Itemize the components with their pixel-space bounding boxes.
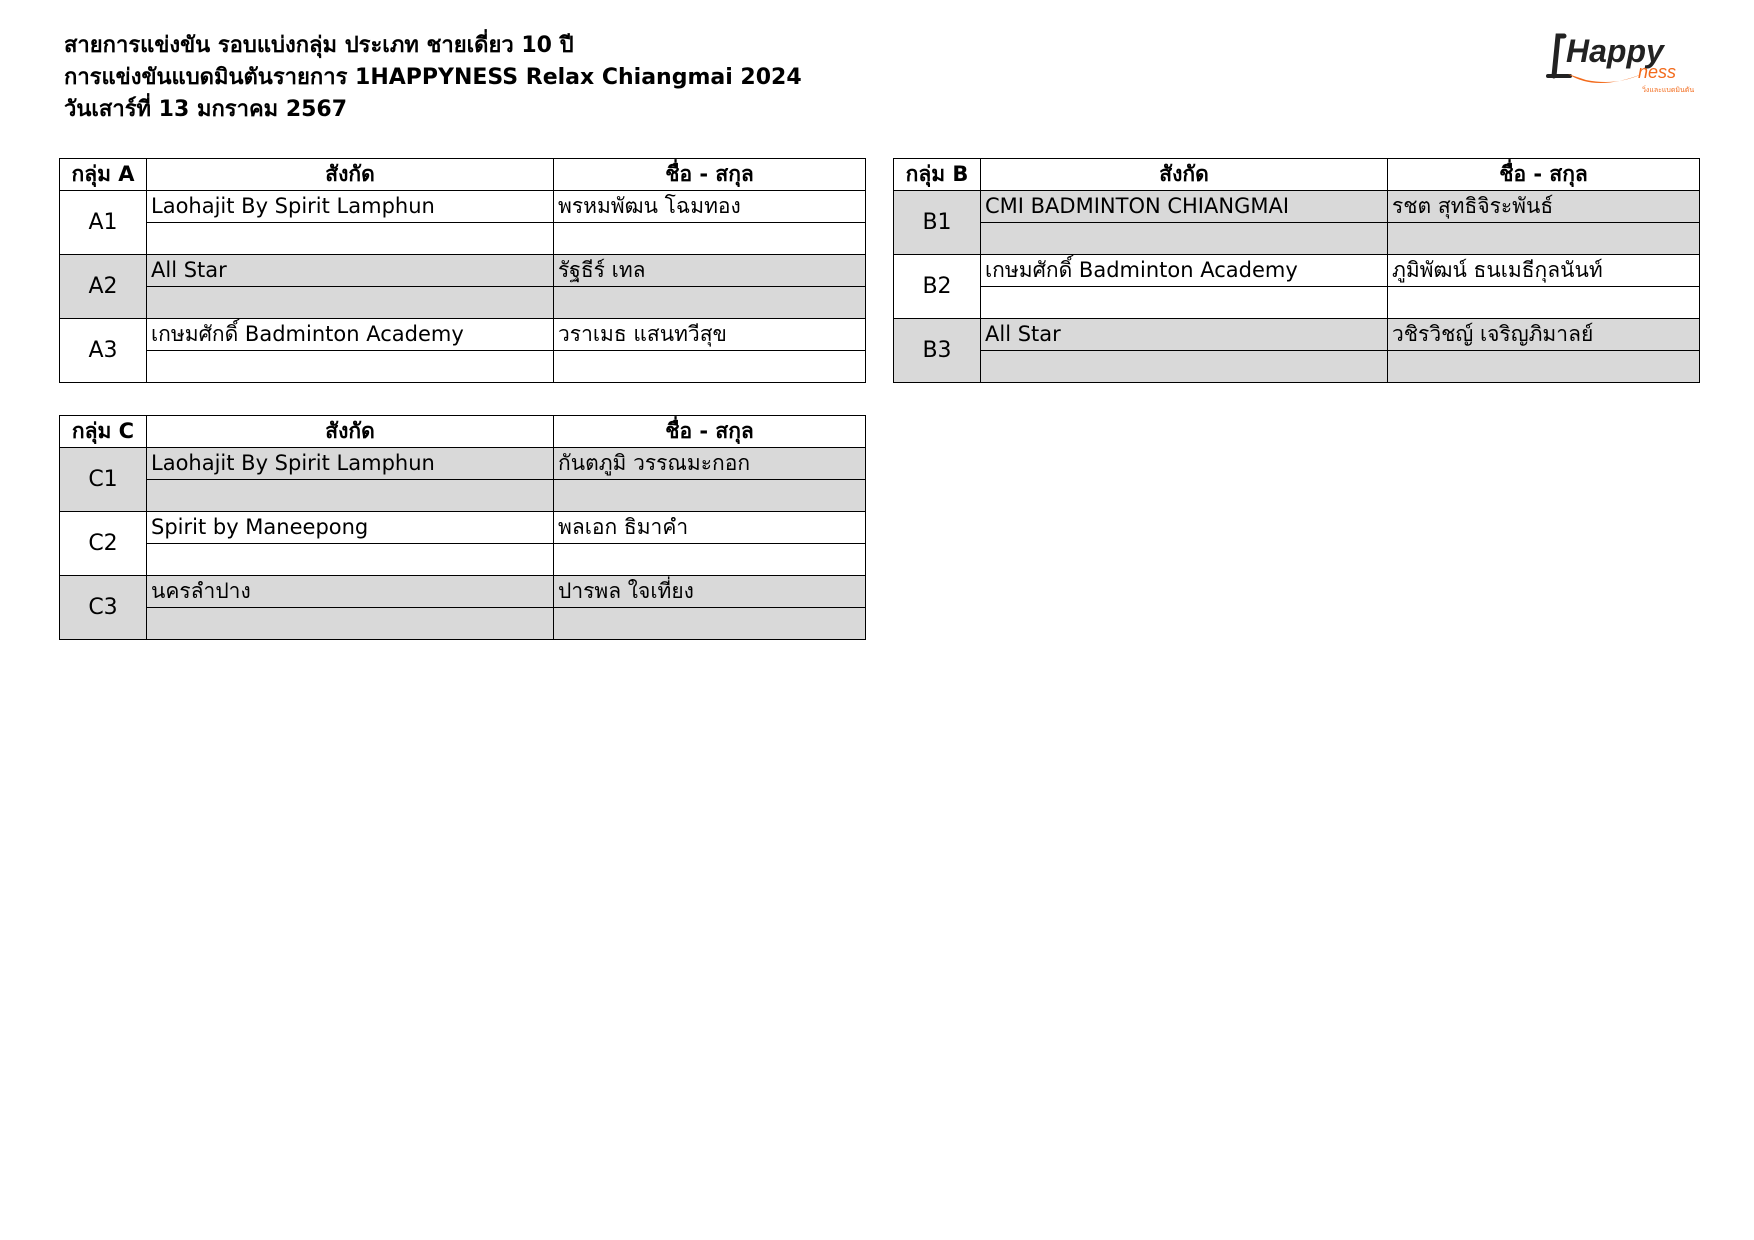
blank-cell	[554, 544, 866, 576]
affiliation-cell: Spirit by Maneepong	[147, 512, 554, 544]
blank-cell	[981, 287, 1388, 319]
group-label: กลุ่ม A	[60, 159, 147, 191]
blank-cell	[147, 480, 554, 512]
blank-cell	[981, 223, 1388, 255]
seed-cell: C3	[60, 576, 147, 640]
blank-cell	[554, 351, 866, 383]
table-row	[894, 287, 1700, 319]
affiliation-cell: All Star	[147, 255, 554, 287]
affiliation-cell: นครลำปาง	[147, 576, 554, 608]
svg-text:วิ่งและแบดมินตัน: วิ่งและแบดมินตัน	[1642, 86, 1695, 94]
table-row	[60, 223, 866, 255]
player-name-cell: รัฐธีร์ เทล	[554, 255, 866, 287]
table-row	[60, 255, 866, 287]
group-b-table	[893, 158, 1700, 383]
table-row	[60, 351, 866, 383]
table-row	[60, 448, 866, 480]
table-row	[60, 608, 866, 640]
blank-cell	[554, 480, 866, 512]
affiliation-cell: All Star	[981, 319, 1388, 351]
table-row	[60, 480, 866, 512]
table-row	[60, 512, 866, 544]
affiliation-header: สังกัด	[147, 416, 554, 448]
affiliation-header: สังกัด	[147, 159, 554, 191]
blank-cell	[147, 544, 554, 576]
player-name-cell: พรหมพัฒน โฉมทอง	[554, 191, 866, 223]
affiliation-cell: Laohajit By Spirit Lamphun	[147, 448, 554, 480]
seed-cell: C2	[60, 512, 147, 576]
seed-cell: B1	[894, 191, 981, 255]
blank-cell	[1388, 223, 1700, 255]
table-row	[60, 544, 866, 576]
seed-cell: A1	[60, 191, 147, 255]
table-row	[60, 191, 866, 223]
blank-cell	[554, 608, 866, 640]
blank-cell	[147, 223, 554, 255]
affiliation-cell: เกษมศักดิ์ Badminton Academy	[147, 319, 554, 351]
group-label: กลุ่ม C	[60, 416, 147, 448]
table-row	[894, 223, 1700, 255]
seed-cell: A3	[60, 319, 147, 383]
affiliation-cell: CMI BADMINTON CHIANGMAI	[981, 191, 1388, 223]
blank-cell	[1388, 351, 1700, 383]
blank-cell	[554, 223, 866, 255]
affiliation-cell: Laohajit By Spirit Lamphun	[147, 191, 554, 223]
affiliation-cell: เกษมศักดิ์ Badminton Academy	[981, 255, 1388, 287]
blank-cell	[981, 351, 1388, 383]
svg-text:ness: ness	[1638, 62, 1677, 82]
document-header	[64, 30, 802, 126]
player-name-cell: ภูมิพัฒน์ ธนเมธีกุลนันท์	[1388, 255, 1700, 287]
seed-cell: B3	[894, 319, 981, 383]
name-header: ชื่อ - สกุล	[1388, 159, 1700, 191]
table-row	[894, 191, 1700, 223]
player-name-cell: กันตภูมิ วรรณมะกอก	[554, 448, 866, 480]
blank-cell	[147, 351, 554, 383]
blank-cell	[147, 608, 554, 640]
blank-cell	[147, 287, 554, 319]
svg-text:Happy: Happy	[1566, 33, 1664, 69]
player-name-cell: ปารพล ใจเที่ยง	[554, 576, 866, 608]
affiliation-header: สังกัด	[981, 159, 1388, 191]
group-a-table	[59, 158, 866, 383]
blank-cell	[554, 287, 866, 319]
table-row	[60, 576, 866, 608]
happyness-logo	[1546, 30, 1698, 98]
seed-cell: B2	[894, 255, 981, 319]
group-c-table	[59, 415, 866, 640]
blank-cell	[1388, 287, 1700, 319]
player-name-cell: วราเมธ แสนทวีสุข	[554, 319, 866, 351]
table-row	[894, 255, 1700, 287]
seed-cell: C1	[60, 448, 147, 512]
name-header: ชื่อ - สกุล	[554, 159, 866, 191]
seed-cell: A2	[60, 255, 147, 319]
player-name-cell: รชต สุทธิจิระพันธ์	[1388, 191, 1700, 223]
event-date: วันเสาร์ที่ 13 มกราคม 2567	[64, 97, 348, 122]
tournament-name: การแข่งขันแบดมินตันรายการ 1HAPPYNESS Relax Chiangmai 2024	[64, 65, 802, 90]
table-row	[60, 319, 866, 351]
group-label: กลุ่ม B	[894, 159, 981, 191]
event-title: สายการแข่งขัน รอบแบ่งกลุ่ม ประเภท ชายเดี่ยว 10 ปี	[64, 33, 574, 58]
table-row	[894, 351, 1700, 383]
player-name-cell: พลเอก ธิมาคำ	[554, 512, 866, 544]
player-name-cell: วชิรวิชญ์ เจริญภิมาลย์	[1388, 319, 1700, 351]
name-header: ชื่อ - สกุล	[554, 416, 866, 448]
table-row	[60, 287, 866, 319]
table-row	[894, 319, 1700, 351]
